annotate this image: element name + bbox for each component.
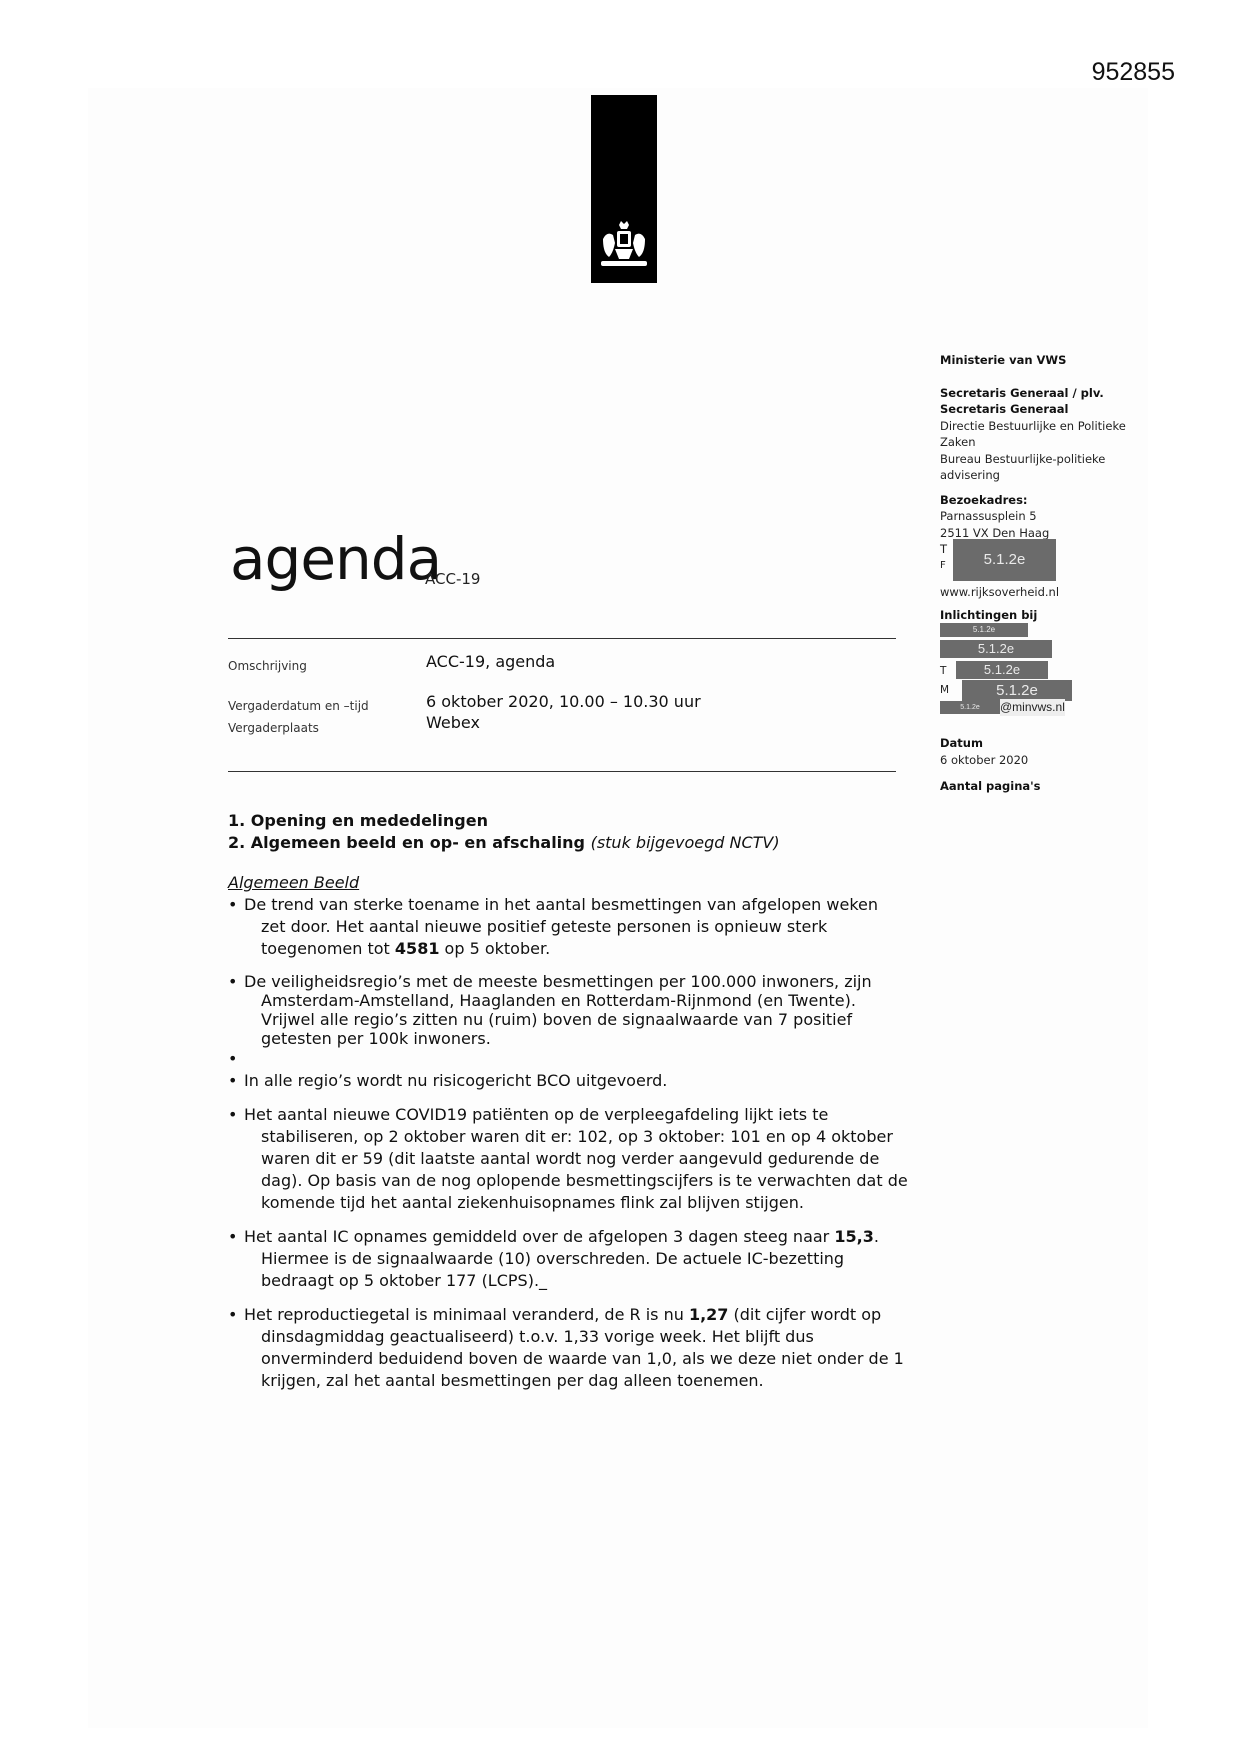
agenda-content [228, 810, 908, 1392]
document-title: agenda [230, 525, 442, 593]
phone-letter: T [940, 542, 948, 556]
bullet-ward-patients: • Het aantal nieuwe COVID19 patiënten op de verpleegafdeling lijkt iets te stabiliseren, op 2 oktober waren dit er: 102, op 3 oktober: 101 en op 4 oktober waren dit er 59 (dit laatste aantal wordt nog verder aangevuld gedurende de dag). Op basis van de nog oplopende besmettingscijfers is te verwachten dat de komende tijd het aantal ziekenhuisopnames flink zal blijven stijgen. [228, 1104, 908, 1214]
sender-info-sidebar [940, 352, 1155, 795]
contact-mobile-letter: M [940, 684, 950, 696]
contact-phone-letter: T [940, 665, 947, 677]
datetime-value: 6 oktober 2020, 10.00 – 10.30 uur [426, 692, 701, 711]
divider-bottom [228, 771, 896, 772]
website: www.rijksoverheid.nl [940, 585, 1060, 599]
agenda-item-1: 1. Opening en mededelingen [228, 811, 488, 830]
ministry-name: Ministerie van VWS [940, 353, 1067, 367]
department-line-2: Secretaris Generaal [940, 402, 1069, 416]
ic-average: 15,3 [834, 1227, 874, 1246]
directorate-line-2: Zaken [940, 435, 976, 449]
directorate-line-1: Directie Bestuurlijke en Politieke [940, 418, 1126, 433]
r-value: 1,27 [688, 1305, 729, 1324]
bullet-bco: • In alle regio’s wordt nu risicogericht BCO uitgevoerd. [228, 1070, 908, 1092]
bullet-regions: • De veiligheidsregio’s met de meeste besmettingen per 100.000 inwoners, zijn Amsterdam-Amstelland, Haaglanden en Rotterdam-Rijnmond (en Twente). Vrijwel alle regio’s zitten nu (ruim) boven de signaalwaarde van 7 positief getesten per 100k inwoners. [228, 972, 908, 1048]
redacted-contact-phone: 5.1.2e [956, 661, 1048, 679]
page-count-label: Aantal pagina's [940, 779, 1041, 793]
description-value: ACC-19, agenda [426, 652, 556, 671]
location-value: Webex [426, 713, 480, 732]
email-domain: @minvws.nl [1000, 700, 1065, 714]
divider-top [228, 638, 896, 639]
contact-info-label: Inlichtingen bij [940, 607, 1038, 622]
street-address: Parnassusplein 5 [940, 509, 1037, 523]
date-value: 6 oktober 2020 [940, 752, 1029, 767]
positive-tests-count: 4581 [394, 939, 440, 958]
section-title: Algemeen Beeld [228, 873, 360, 892]
agenda-item-2-note: (stuk bijgevoegd NCTV) [590, 833, 780, 852]
visit-address-label: Bezoekadres: [940, 492, 1028, 507]
agenda-item-2 [228, 832, 908, 854]
postal-city: 2511 VX Den Haag [940, 525, 1050, 540]
department-line-1: Secretaris Generaal / plv. [940, 385, 1104, 400]
agenda-item-2-title: 2. Algemeen beeld en op- en afschaling [228, 833, 585, 852]
datetime-label: Vergaderdatum en –tijd [228, 699, 369, 713]
bullet-reproduction-number: • Het reproductiegetal is minimaal veranderd, de R is nu 1,27 (dit cijfer wordt op dinsdagmiddag geactualiseerd) t.o.v. 1,33 vorige week. Het blijft dus onverminderd beduidend boven de waarde van 1,0, als we deze niet onder de 1 krijgen, zal het aantal besmettingen per dag alleen toenemen. [228, 1304, 908, 1392]
redacted-email-user: 5.1.2e [940, 701, 1000, 714]
bureau-line-2: advisering [940, 468, 1000, 482]
redacted-phone-fax: 5.1.2e [953, 539, 1056, 581]
fax-letter: F [940, 560, 946, 571]
description-label: Omschrijving [228, 659, 307, 673]
bureau-line-1: Bureau Bestuurlijke-politieke [940, 451, 1106, 466]
bullet-ic-admissions: • Het aantal IC opnames gemiddeld over de afgelopen 3 dagen steeg naar 15,3. Hiermee is de signaalwaarde (10) overschreden. De actuele IC-bezetting bedraagt op 5 oktober 177 (LCPS)._ [228, 1226, 908, 1292]
redacted-contact-name: 5.1.2e [940, 623, 1028, 637]
date-label: Datum [940, 736, 983, 750]
document-code: ACC-19 [425, 570, 481, 588]
document-number: 952855 [1091, 58, 1175, 86]
redacted-contact-role: 5.1.2e [940, 640, 1052, 658]
location-label: Vergaderplaats [228, 721, 319, 735]
coat-of-arms-icon [597, 219, 651, 271]
bullet-empty [228, 1048, 908, 1070]
bullet-infections-trend: • De trend van sterke toename in het aantal besmettingen van afgelopen weken zet door. Het aantal nieuwe positief geteste personen is opnieuw sterk toegenomen tot 4581 op 5 oktober. [228, 894, 908, 960]
rijksoverheid-logo [591, 95, 657, 283]
redacted-contact-mobile: 5.1.2e [962, 680, 1072, 701]
